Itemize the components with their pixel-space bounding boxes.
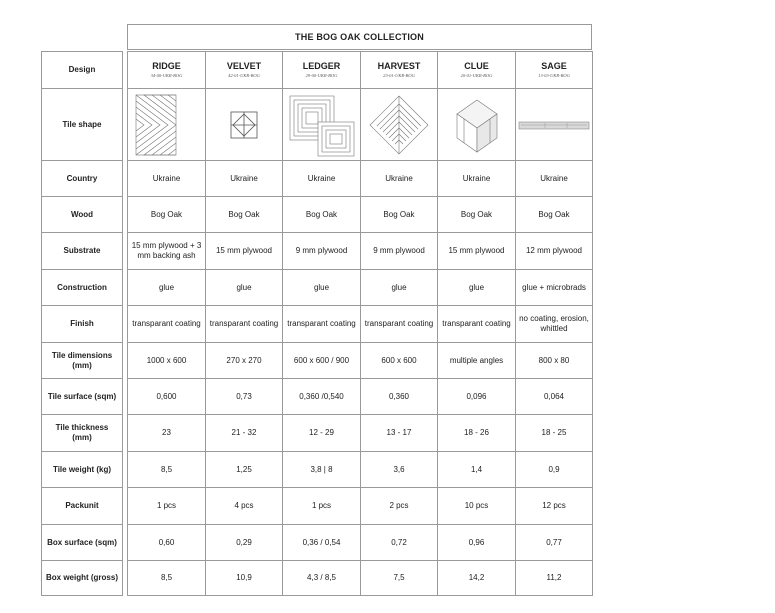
substrate-cell: 9 mm plywood [361, 233, 438, 270]
design-code: 23-01-UKR-BOG [383, 73, 415, 78]
packunit-cell: 1 pcs [128, 488, 206, 525]
weight-cell: 8,5 [128, 452, 206, 488]
label-finish: Finish [42, 306, 123, 343]
collection-title: THE BOG OAK COLLECTION [127, 24, 592, 50]
label-substrate: Substrate [42, 233, 123, 270]
label-box-surface: Box surface (sqm) [42, 525, 123, 561]
country-cell: Ukraine [206, 161, 283, 197]
dimensions-cell: 1000 x 600 [128, 343, 206, 379]
finish-cell: transparant coating [283, 306, 361, 343]
harvest-diamond-icon [364, 92, 434, 158]
box-surface-cell: 0,29 [206, 525, 283, 561]
box-surface-cell: 0,96 [438, 525, 516, 561]
finish-cell: no coating, erosion, whittled [516, 306, 593, 343]
country-cell: Ukraine [516, 161, 593, 197]
construction-cell: glue [361, 270, 438, 306]
box-weight-cell: 8,5 [128, 561, 206, 596]
label-design: Design [42, 52, 123, 89]
finish-cell: transparant coating [361, 306, 438, 343]
label-tile-dimensions: Tile dimensions (mm) [42, 343, 123, 379]
tile-shape-cell [361, 89, 438, 161]
finish-cell: transparant coating [128, 306, 206, 343]
tile-shape-cell [438, 89, 516, 161]
surface-cell: 0,73 [206, 379, 283, 415]
finish-cell: transparant coating [438, 306, 516, 343]
surface-cell: 0,096 [438, 379, 516, 415]
weight-cell: 3,6 [361, 452, 438, 488]
construction-cell: glue + microbrads [516, 270, 593, 306]
packunit-cell: 4 pcs [206, 488, 283, 525]
design-cell [516, 52, 593, 89]
design-cell [128, 52, 206, 89]
sage-plank-icon [517, 92, 591, 158]
wood-cell: Bog Oak [128, 197, 206, 233]
dimensions-cell: 600 x 600 / 900 [283, 343, 361, 379]
packunit-cell: 10 pcs [438, 488, 516, 525]
ridge-chevron-icon [132, 92, 202, 158]
box-surface-cell: 0,60 [128, 525, 206, 561]
packunit-cell: 12 pcs [516, 488, 593, 525]
label-box-weight: Box weight (gross) [42, 561, 123, 596]
substrate-cell: 15 mm plywood + 3 mm backing ash [128, 233, 206, 270]
tile-shape-cell [128, 89, 206, 161]
label-country: Country [42, 161, 123, 197]
construction-cell: glue [128, 270, 206, 306]
thickness-cell: 18 - 26 [438, 415, 516, 452]
country-cell: Ukraine [361, 161, 438, 197]
design-name: VELVET [226, 61, 262, 71]
wood-cell: Bog Oak [361, 197, 438, 233]
design-name: CLUE [464, 61, 489, 71]
construction-cell: glue [283, 270, 361, 306]
thickness-cell: 23 [128, 415, 206, 452]
design-code: 42-01-UKR-BOG [228, 73, 260, 78]
thickness-cell: 13 - 17 [361, 415, 438, 452]
label-tile-thickness: Tile thickness (mm) [42, 415, 123, 452]
clue-cube-icon [442, 92, 512, 158]
specification-table [127, 51, 593, 596]
velvet-square-icon [209, 92, 279, 158]
surface-cell: 0,600 [128, 379, 206, 415]
thickness-cell: 12 - 29 [283, 415, 361, 452]
label-construction: Construction [42, 270, 123, 306]
surface-cell: 0,064 [516, 379, 593, 415]
country-cell: Ukraine [283, 161, 361, 197]
design-code: 29-00-UKR-BOG [305, 73, 338, 78]
box-weight-cell: 7,5 [361, 561, 438, 596]
box-weight-cell: 14,2 [438, 561, 516, 596]
ledger-nested-squares-icon [284, 92, 360, 158]
label-tile-surface: Tile surface (sqm) [42, 379, 123, 415]
wood-cell: Bog Oak [283, 197, 361, 233]
weight-cell: 1,4 [438, 452, 516, 488]
weight-cell: 0,9 [516, 452, 593, 488]
surface-cell: 0,360 /0,540 [283, 379, 361, 415]
weight-cell: 1,25 [206, 452, 283, 488]
design-cell [361, 52, 438, 89]
row-label-column [41, 51, 123, 596]
label-wood: Wood [42, 197, 123, 233]
wood-cell: Bog Oak [206, 197, 283, 233]
substrate-cell: 12 mm plywood [516, 233, 593, 270]
wood-cell: Bog Oak [516, 197, 593, 233]
substrate-cell: 15 mm plywood [206, 233, 283, 270]
wood-cell: Bog Oak [438, 197, 516, 233]
box-weight-cell: 10,9 [206, 561, 283, 596]
substrate-cell: 9 mm plywood [283, 233, 361, 270]
design-name: RIDGE [152, 61, 181, 71]
packunit-cell: 2 pcs [361, 488, 438, 525]
design-cell [438, 52, 516, 89]
surface-cell: 0,360 [361, 379, 438, 415]
design-code: 34-00-UKR-BOG [150, 73, 183, 78]
box-surface-cell: 0,72 [361, 525, 438, 561]
label-tile-shape: Tile shape [42, 89, 123, 161]
finish-cell: transparant coating [206, 306, 283, 343]
design-name: HARVEST [377, 61, 421, 71]
label-packunit: Packunit [42, 488, 123, 525]
design-code: 20-01-UKR-BOG [460, 73, 493, 78]
tile-shape-cell [283, 89, 361, 161]
box-surface-cell: 0,77 [516, 525, 593, 561]
substrate-cell: 15 mm plywood [438, 233, 516, 270]
construction-cell: glue [438, 270, 516, 306]
box-weight-cell: 4,3 / 8,5 [283, 561, 361, 596]
dimensions-cell: multiple angles [438, 343, 516, 379]
tile-shape-cell [516, 89, 593, 161]
thickness-cell: 18 - 25 [516, 415, 593, 452]
box-weight-cell: 11,2 [516, 561, 593, 596]
dimensions-cell: 270 x 270 [206, 343, 283, 379]
construction-cell: glue [206, 270, 283, 306]
box-surface-cell: 0,36 / 0,54 [283, 525, 361, 561]
design-cell [206, 52, 283, 89]
tile-shape-cell [206, 89, 283, 161]
packunit-cell: 1 pcs [283, 488, 361, 525]
thickness-cell: 21 - 32 [206, 415, 283, 452]
country-cell: Ukraine [438, 161, 516, 197]
design-name: LEDGER [302, 61, 341, 71]
country-cell: Ukraine [128, 161, 206, 197]
dimensions-cell: 600 x 600 [361, 343, 438, 379]
design-code: 13-03-UKR-BOG [538, 73, 570, 78]
design-name: SAGE [541, 61, 567, 71]
label-tile-weight: Tile weight (kg) [42, 452, 123, 488]
weight-cell: 3,8 | 8 [283, 452, 361, 488]
design-cell [283, 52, 361, 89]
dimensions-cell: 800 x 80 [516, 343, 593, 379]
